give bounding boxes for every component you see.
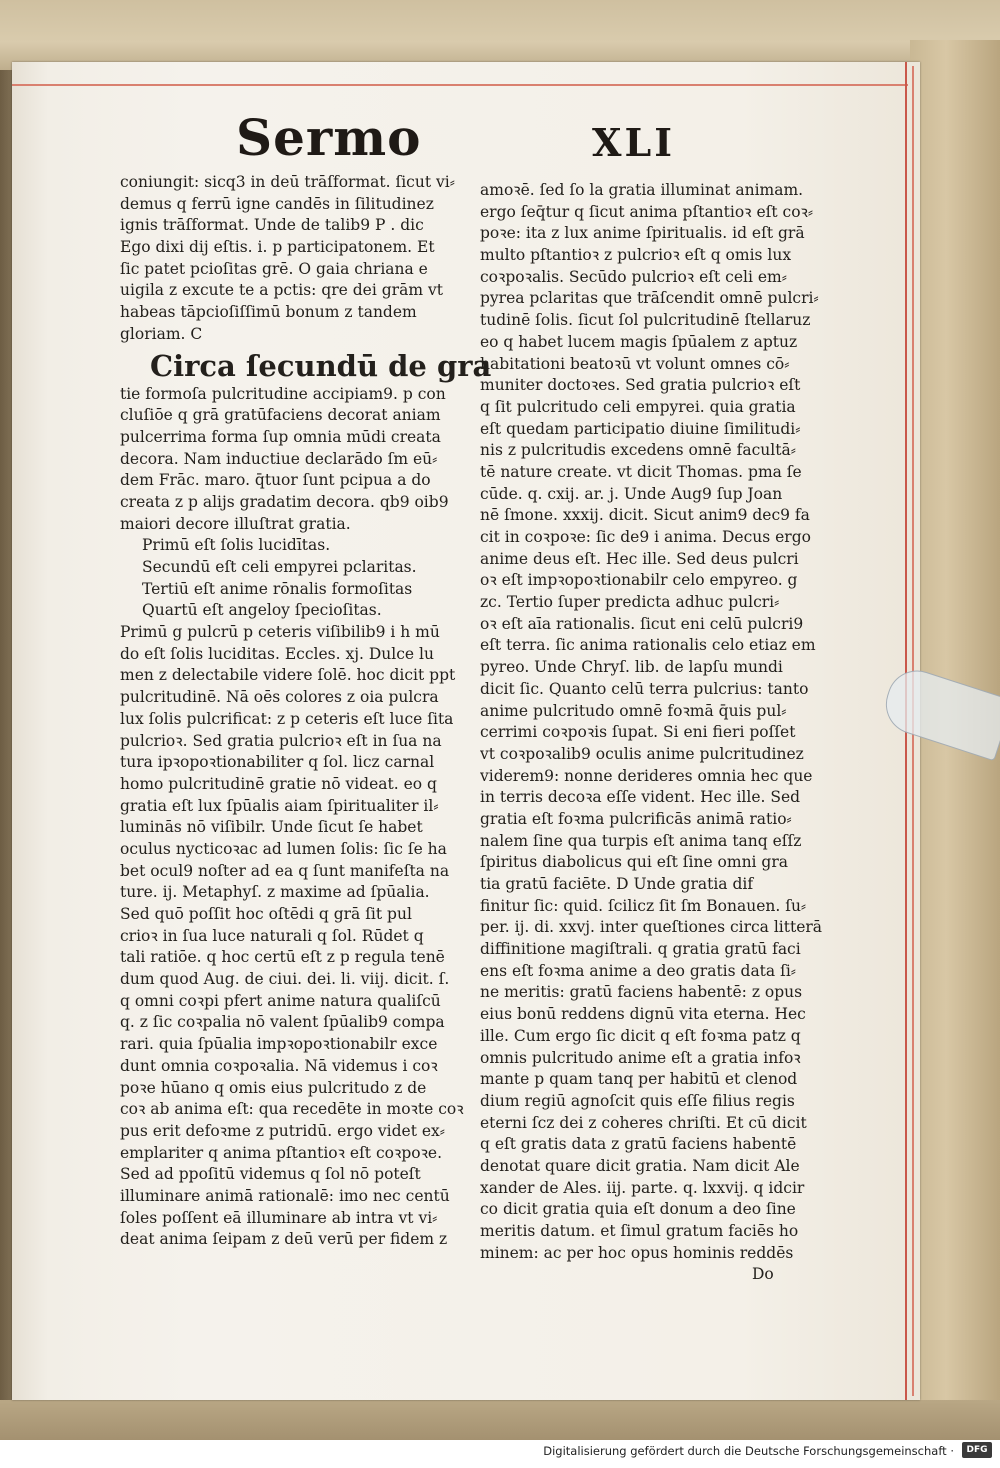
- text-line: poꝛe hūano q omis eius pulcritudo z de: [120, 1078, 427, 1097]
- text-line: deat anima ſeipam z deū verū per fidem z: [120, 1230, 448, 1249]
- text-line: pyrea pclaritas que trāſcendit omnē pulcri⸗: [480, 289, 819, 308]
- left-text-column: [120, 172, 492, 1251]
- text-line: ture. ij. Metaphyſ. z maxime ad ſpūalia.: [120, 883, 430, 902]
- text-line: nis z pulcritudis excedens omnē facultā⸗: [480, 441, 796, 460]
- text-line: oꝛ eſt aīa rationalis. ſicut eni celū pulcri9: [480, 614, 804, 633]
- text-line: uigila z excute te a pctis: qre dei grām vt: [120, 281, 443, 300]
- text-line: mante p quam tanq per habitū et clenod: [480, 1070, 798, 1089]
- text-line: meritis datum. et ſimul gratum faciēs ho: [480, 1222, 799, 1240]
- text-line: pulcerrima forma ſup omnia mūdi creata: [120, 427, 441, 446]
- text-line: amoꝛē. ſed ſo la gratia illuminat animam.: [480, 181, 804, 199]
- text-line: xander de Ales. iij. parte. q. lxxvij. q idcir: [480, 1178, 805, 1197]
- text-line: co dicit gratia quia eſt donum a deo ſine: [480, 1200, 796, 1219]
- dfg-logo: DFG: [962, 1442, 992, 1458]
- text-line: eſt quedam participatio diuine ſimilitudi⸗: [480, 419, 801, 438]
- text-line: Ego dixi dij eſtis. i. p participatonem. Et: [120, 238, 435, 257]
- text-line: ſic patet pcioſitas grē. O gaia chriana e: [120, 259, 428, 278]
- text-line: ignis trāſformat. Unde de talib9 P . dic: [120, 216, 424, 235]
- text-line: anime deus eſt. Hec ille. Sed deus pulcri: [480, 549, 799, 568]
- text-line: ſpiritus diabolicus qui eſt ſine omni gra: [480, 853, 789, 872]
- text-line: dum quod Aug. de ciui. dei. li. viij. dicit. ſ.: [120, 970, 450, 989]
- text-line: viderem9: nonne derideres omnia hec que: [480, 766, 813, 785]
- text-line: lux ſolis pulcrificat: z p ceteris eſt luce ſita: [120, 709, 454, 728]
- text-line: coꝛpoꝛalis. Secūdo pulcrioꝛ eſt celi em⸗: [480, 267, 787, 286]
- text-line: cit in coꝛpoꝛe: ſic de9 i anima. Decus ergo: [480, 528, 811, 546]
- text-line: habeas tāpcioſiſſimū bonum z tandem: [120, 303, 417, 322]
- text-line: oꝛ eſt impꝛopoꝛtionabilr celo empyreo. g: [480, 571, 798, 590]
- text-line: nalem ſine qua turpis eſt anima tanq eſſz: [480, 831, 802, 850]
- text-line: tie formoſa pulcritudine accipiam9. p con: [120, 384, 446, 403]
- text-line: nē ſmone. xxxij. dicit. Sicut anim9 dec9 fa: [480, 506, 810, 525]
- text-line: ille. Cum ergo ſic dicit q eſt foꝛma patz q: [480, 1026, 801, 1045]
- text-line: ſoles poſſent eā illuminare ab intra vt vi⸗: [120, 1208, 438, 1227]
- text-line: pus erit defoꝛme z putridū. ergo videt ex⸗: [120, 1121, 445, 1140]
- text-line: decora. Nam inductiue declarādo ſm eū⸗: [120, 449, 438, 468]
- text-line: q omni coꝛpi pfert anime natura qualiſcū: [120, 991, 441, 1010]
- text-line: zc. Tertio ſuper predicta adhuc pulcri⸗: [480, 593, 780, 612]
- text-line: eo q habet lucem magis ſpūalem z aptuz: [480, 332, 798, 351]
- text-line: illuminare animā rationalē: imo nec centū: [120, 1186, 450, 1205]
- section-heading: Circa ſecundū de gra: [150, 348, 492, 383]
- text-line: Sed ad ppoſitū videmus q ſol nō poteſt: [120, 1165, 421, 1184]
- text-line: coniungit: sicq3 in deū trāſformat. ſicut vi⸗: [120, 173, 455, 191]
- text-line: pyreo. Unde Chryſ. lib. de lapſu mundi: [480, 658, 783, 677]
- text-line: minem: ac per hoc opus hominis reddēs: [480, 1243, 794, 1262]
- text-line: luminās nō viſibilr. Unde ſicut ſe habet: [120, 818, 423, 837]
- text-line: gratia eſt lux ſpūalis aiam ſpiritualiter il⸗: [120, 796, 439, 815]
- text-line: eſt terra. ſic anima rationalis celo etiaz em: [480, 636, 816, 655]
- text-line: in terris decoꝛa eſſe vident. Hec ille. Sed: [480, 788, 801, 807]
- text-line: tali ratiōe. q hoc certū eſt z p regula tenē: [120, 948, 445, 967]
- text-line: cluſiōe q grā gratūfaciens decorat aniam: [120, 406, 441, 425]
- text-line: omnis pulcritudo anime eſt a gratia infoꝛ: [480, 1048, 801, 1067]
- text-line: maiori decore illuſtrat gratia.: [120, 514, 351, 533]
- top-board-edge: [0, 0, 1000, 70]
- catchword: Do: [752, 1265, 774, 1284]
- text-line: Quartū eſt angeloy ſpecioſitas.: [142, 601, 382, 620]
- text-line: coꝛ ab anima eſt: qua recedēte in moꝛte coꝛ: [120, 1100, 464, 1119]
- text-line: anime pulcritudo omnē foꝛmā q̄uis pul⸗: [480, 701, 787, 720]
- text-line: diffinitione magiſtrali. q gratia gratū faci: [480, 940, 801, 959]
- text-line: gloriam. C: [120, 324, 203, 343]
- text-line: Secundū eſt celi empyrei pclaritas.: [142, 558, 417, 576]
- funding-credit: Digitalisierung gefördert durch die Deutsche Forschungsgemeinschaft ·: [543, 1444, 954, 1458]
- text-line: ne meritis: gratū faciens habentē: z opus: [480, 983, 803, 1002]
- folio-number: XLI: [592, 120, 675, 165]
- text-line: ens eſt foꝛma anime a deo gratis data ſi⸗: [480, 961, 796, 980]
- text-line: cerrimi coꝛpoꝛis ſupat. Si eni fieri poſſet: [480, 723, 796, 742]
- text-line: q ſit pulcritudo celi empyrei. quia gratia: [480, 397, 796, 416]
- text-line: Primū eſt ſolis lucidītas.: [142, 536, 331, 555]
- text-line: dunt omnia coꝛpoꝛalia. Nā videmus i coꝛ: [120, 1056, 438, 1075]
- text-line: eterni ſcz dei z coheres chriſti. Et cū dicit: [480, 1113, 807, 1132]
- text-line: denotat quare dicit gratia. Nam dicit Ale: [480, 1156, 800, 1175]
- text-line: rari. quia ſpūalia impꝛopoꝛtionabilr exce: [120, 1035, 438, 1054]
- text-line: tia gratū faciēte. D Unde gratia dif: [480, 875, 754, 893]
- text-line: pulcrioꝛ. Sed gratia pulcrioꝛ eſt in ſua na: [120, 731, 442, 750]
- text-line: poꝛe: ita z lux anime ſpiritualis. id eſt grā: [480, 224, 805, 243]
- text-line: q. z ſic coꝛpalia nō valent ſpūalib9 compa: [120, 1013, 445, 1032]
- red-rule-top: [12, 84, 908, 86]
- text-line: q eſt gratis data z gratū faciens habentē: [480, 1135, 797, 1154]
- text-line: tudinē ſolis. ſicut ſol pulcritudinē ſtellaruz: [480, 311, 811, 330]
- text-line: do eſt ſolis luciditas. Eccles. xj. Dulce lu: [120, 644, 434, 663]
- text-line: cūde. q. cxij. ar. j. Unde Aug9 ſup Joan: [480, 484, 783, 503]
- text-line: men z delectabile videre ſolē. hoc dicit ppt: [120, 666, 456, 685]
- text-line: homo pulcritudinē gratie nō videat. eo q: [120, 774, 437, 793]
- running-head-title: Sermo: [236, 108, 422, 167]
- text-line: pulcritudinē. Nā oēs colores z oia pulcra: [120, 688, 439, 707]
- right-text-column: [480, 180, 825, 1286]
- text-line: eius bonū reddens dignū vita eterna. Hec: [480, 1005, 806, 1024]
- text-line: oculus nycticoꝛac ad lumen ſolis: ſic ſe ha: [120, 839, 447, 858]
- text-line: dem Frāc. maro. q̄tuor ſunt pcipua a do: [120, 471, 431, 490]
- text-line: tura ipꝛopoꝛtionabiliter q ſol. licz carnal: [120, 753, 435, 772]
- text-line: bet ocul9 noſter ad ea q ſunt manifeſta na: [120, 861, 450, 880]
- text-line: gratia eſt foꝛma pulcrificās animā ratio⸗: [480, 809, 792, 828]
- text-line: per. ij. di. xxvj. inter queſtiones circa litterā: [480, 918, 823, 937]
- bottom-board-edge: [0, 1400, 1000, 1440]
- text-line: Sed quō poſſit hoc oſtēdi q grā ſit pul: [120, 905, 412, 923]
- text-line: demus q ferrū igne candēs in ſilitudinez: [120, 194, 434, 213]
- text-line: dicit ſic. Quanto celū terra pulcrius: tanto: [480, 679, 809, 698]
- text-line: habitationi beatoꝛū vt volunt omnes cō⸗: [480, 354, 790, 373]
- text-line: muniter doctoꝛes. Sed gratia pulcrioꝛ eſt: [480, 376, 801, 395]
- text-line: creata z p alijs gradatim decora. qb9 oib9: [120, 492, 449, 511]
- text-line: tē nature create. vt dicit Thomas. pma ſe: [480, 462, 802, 481]
- text-line: Tertiū eſt anime rōnalis formoſitas: [142, 579, 413, 598]
- text-line: dium regiū agnoſcit quis eſſe filius regis: [480, 1091, 795, 1110]
- text-line: crioꝛ in ſua luce naturali q ſol. Rūdet q: [120, 926, 424, 945]
- text-line: ergo ſeq̄tur q ſicut anima pſtantioꝛ eſt coꝛ⸗: [480, 202, 814, 221]
- text-line: Primū g pulcrū p ceteris viſibilib9 i h mū: [120, 623, 440, 642]
- text-line: vt coꝛpoꝛalib9 oculis anime pulcritudinez: [480, 744, 804, 763]
- text-line: emplariter q anima pſtantioꝛ eſt coꝛpoꝛe.: [120, 1143, 443, 1162]
- text-line: finitur ſic: quid. ſcilicz ſit ſm Bonauen. ſu⸗: [480, 896, 807, 915]
- text-line: multo pſtantioꝛ z pulcrioꝛ eſt q omis lux: [480, 246, 792, 265]
